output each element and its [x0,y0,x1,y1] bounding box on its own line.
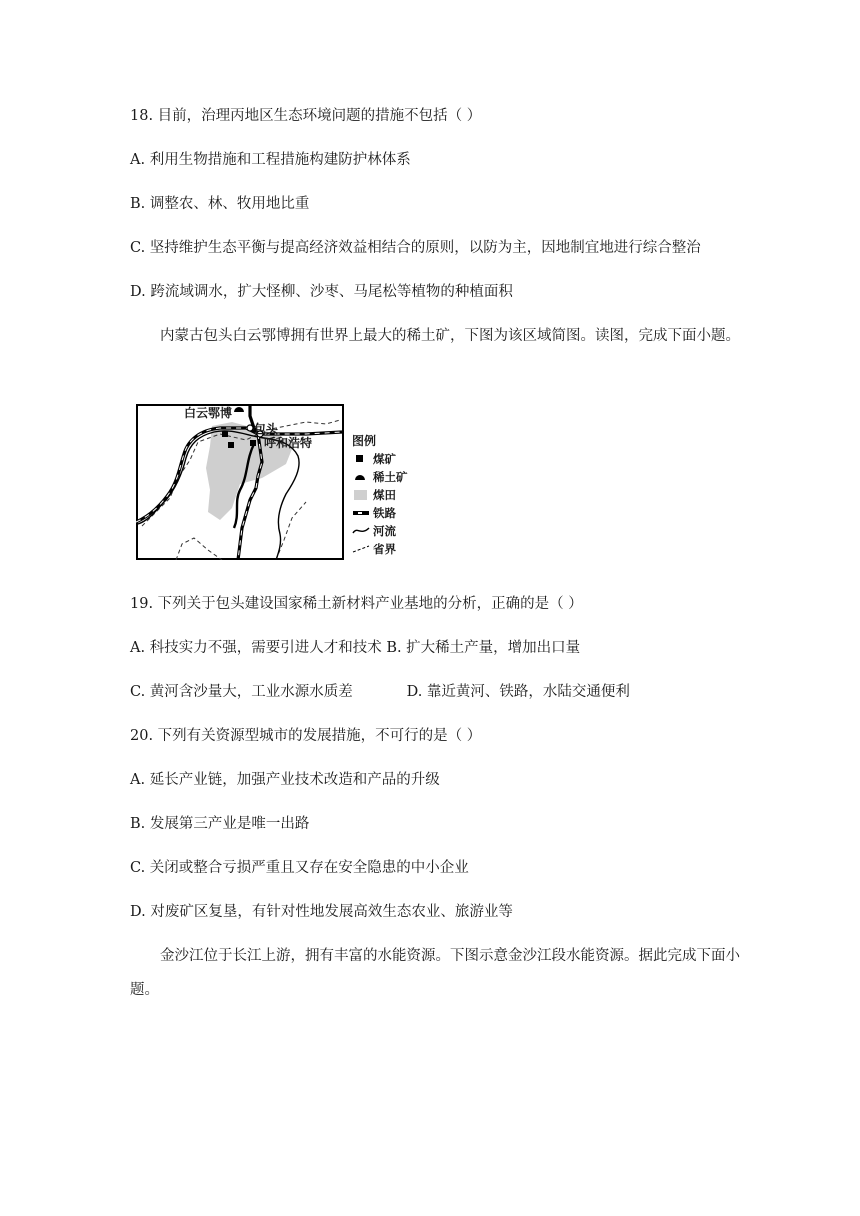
rare-earth-mine-symbol [234,407,244,412]
q18-option-d: D. 跨流域调水，扩大怪柳、沙枣、马尾松等植物的种植面积 [130,284,513,300]
province-border-south [176,538,222,560]
legend-label: 河流 [373,524,396,538]
q20-option-b: B. 发展第三产业是唯一出路 [130,816,310,832]
intro-paragraph-jinsha: 金沙江位于长江上游，拥有丰富的水能资源。下图示意金沙江段水能资源。据此完成下面小题。 [130,948,740,998]
baotou-city-marker [247,425,253,431]
label-baiyun-obo: 白云鄂博 [184,406,233,420]
q19-options-row-2 [130,680,630,701]
map-drawing [136,404,344,560]
q19-stem: 19. 下列关于包头建设国家稀土新材料产业基地的分析，正确的是（ ） [130,596,583,612]
legend-label: 省界 [373,542,396,556]
q19-option-c: C. 黄河含沙量大，工业水源水质差 [130,684,353,700]
label-baotou: 包头 [254,422,279,436]
q20-option-a: A. 延长产业链，加强产业技术改造和产品的升级 [130,772,440,788]
legend-title: 图例 [352,434,377,448]
legend-province-border [352,541,396,557]
intro-paragraph-baotou: 内蒙古包头白云鄂博拥有世界上最大的稀土矿，下图为该区域简图。读图，完成下面小题。 [160,328,740,344]
legend-label: 稀土矿 [373,470,408,484]
coal-mine-icon [352,452,370,466]
legend-label: 煤矿 [373,452,396,466]
q18-stem: 18. 目前，治理丙地区生态环境问题的措施不包括（ ） [130,108,482,124]
legend-coal-field [352,487,396,503]
legend-river [352,523,396,539]
q19-option-d: D. 靠近黄河、铁路，水陆交通便利 [406,684,630,700]
q20-option-d: D. 对废矿区复垦，有针对性地发展高效生态农业、旅游业等 [130,904,513,920]
coal-field-icon [352,488,370,502]
railway-icon [352,506,370,520]
q18-option-a: A. 利用生物措施和工程措施构建防护林体系 [130,152,411,168]
q19-option-a: A. 科技实力不强，需要引进人才和技术 [130,640,382,656]
legend-coal-mine [352,451,396,467]
q20-option-c: C. 关闭或整合亏损严重且又存在安全隐患的中小企业 [130,860,469,876]
q18-option-c: C. 坚持维护生态平衡与提高经济效益相结合的原则，以防为主，因地制宜地进行综合整治 [130,240,701,256]
legend-label: 铁路 [373,506,396,520]
coal-mine-symbol [228,442,234,448]
province-border-icon [352,542,370,556]
coal-mine-symbol [250,440,256,446]
rare-earth-icon [352,470,370,484]
coal-mine-symbol [222,431,228,437]
river-icon [352,524,370,538]
q18-option-b: B. 调整农、林、牧用地比重 [130,196,310,212]
q19-options-row-1 [130,636,580,657]
legend-rare-earth [352,469,408,485]
label-hohhot: 呼和浩特 [264,436,313,450]
legend-railway [352,505,396,521]
legend-label: 煤田 [373,488,396,502]
q20-stem: 20. 下列有关资源型城市的发展措施，不可行的是（ ） [130,728,482,744]
q19-option-b: B. 扩大稀土产量，增加出口量 [386,640,581,656]
